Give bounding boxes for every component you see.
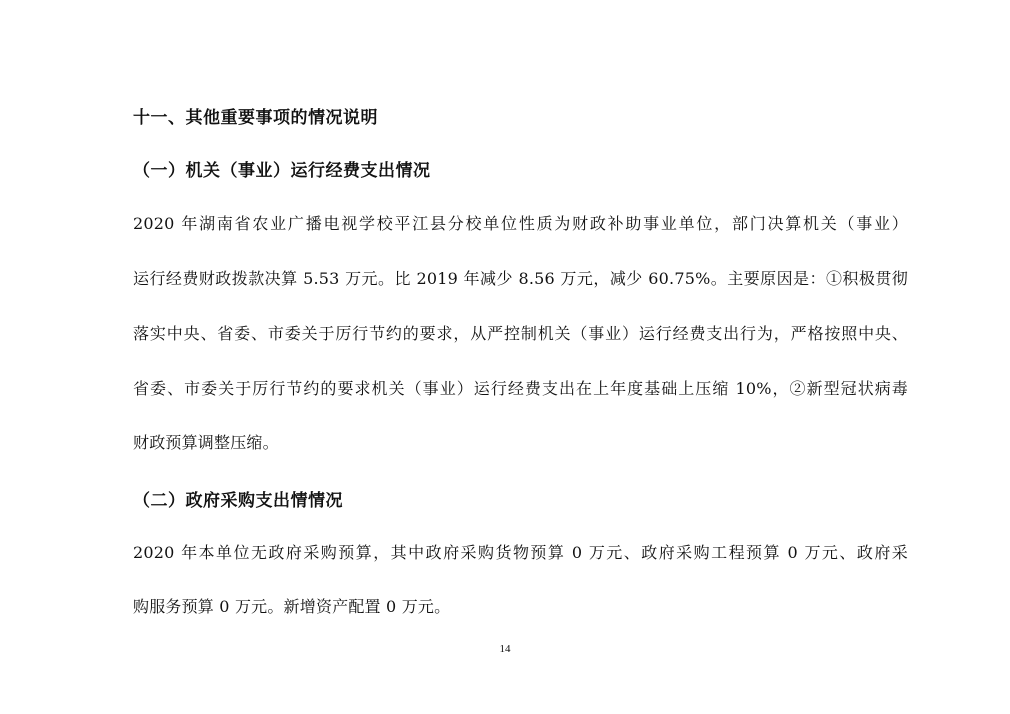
paragraph-line: 落实中央、省委、市委关于厉行节约的要求，从严控制机关（事业）运行经费支出行为，严格按照中央、: [133, 324, 908, 343]
section-title: 十一、其他重要事项的情况说明: [133, 108, 378, 128]
paragraph-line: 运行经费财政拨款决算 5.53 万元。比 2019 年减少 8.56 万元，减少 60.75%。主要原因是：①积极贯彻: [133, 269, 908, 288]
page-number: 14: [499, 643, 511, 655]
subsection-title-procurement: （二）政府采购支出情情况: [133, 491, 343, 511]
paragraph-line: 2020 年本单位无政府采购预算，其中政府采购货物预算 0 万元、政府采购工程预算 0 万元、政府采: [133, 543, 908, 562]
paragraph-line: 购服务预算 0 万元。新增资产配置 0 万元。: [133, 597, 451, 616]
paragraph-line: 财政预算调整压缩。: [133, 433, 279, 452]
paragraph-line: 省委、市委关于厉行节约的要求机关（事业）运行经费支出在上年度基础上压缩 10%，②新型冠状病毒: [133, 379, 908, 398]
paragraph-line: 2020 年湖南省农业广播电视学校平江县分校单位性质为财政补助事业单位，部门决算机关（事业）: [133, 214, 908, 233]
subsection-title-operating-expenses: （一）机关（事业）运行经费支出情况: [133, 161, 431, 181]
